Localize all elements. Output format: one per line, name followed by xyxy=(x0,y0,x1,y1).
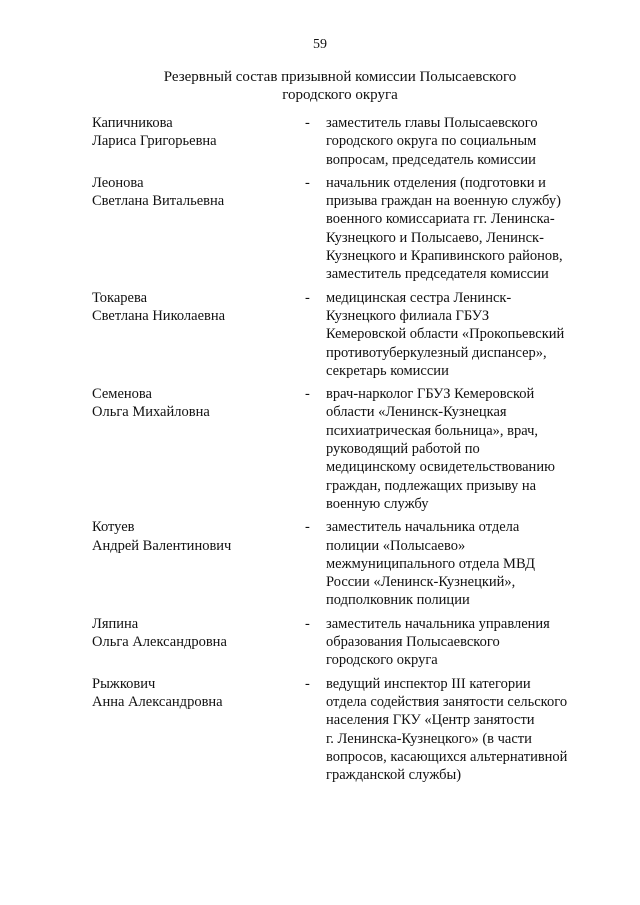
member-dash: - xyxy=(305,115,310,131)
description-line: образования Полысаевского xyxy=(326,634,500,651)
description-line: противотуберкулезный диспансер», xyxy=(326,344,547,361)
description-line: области «Ленинск-Кузнецкая xyxy=(326,404,507,421)
member-list xyxy=(0,114,640,789)
member-entry xyxy=(0,675,640,785)
description-line: секретарь комиссии xyxy=(326,362,449,379)
member-description xyxy=(326,289,616,380)
description-line: Кузнецкого филиала ГБУЗ xyxy=(326,307,490,324)
description-line: призыва граждан на военную службу) xyxy=(326,193,561,210)
description-line: ведущий инспектор III категории xyxy=(326,675,531,692)
document-title xyxy=(60,68,620,104)
member-surname: Ляпина xyxy=(92,615,139,632)
description-line: психиатрическая больница», врач, xyxy=(326,422,538,439)
description-line: России «Ленинск-Кузнецкий», xyxy=(326,574,516,591)
description-line: отдела содействия занятости сельского xyxy=(326,693,568,710)
description-line: военного комиссариата гг. Ленинска- xyxy=(326,211,555,228)
member-dash: - xyxy=(305,289,310,306)
member-dash: - xyxy=(305,386,310,403)
member-surname: Токарева xyxy=(92,289,148,306)
member-given-name: Лариса Григорьевна xyxy=(92,133,217,150)
member-name xyxy=(92,615,292,652)
member-description xyxy=(326,174,616,284)
member-surname: Котуев xyxy=(92,519,135,536)
description-line: городского округа по социальным xyxy=(326,133,537,150)
member-surname: Леонова xyxy=(92,174,144,191)
description-line: населения ГКУ «Центр занятости xyxy=(326,712,535,729)
member-entry xyxy=(0,385,640,513)
description-line: межмуниципального отдела МВД xyxy=(326,555,535,572)
member-entry xyxy=(0,518,640,609)
description-line: Кузнецкого и Полысаево, Ленинск- xyxy=(326,229,544,246)
member-name xyxy=(92,675,292,712)
member-given-name: Ольга Александровна xyxy=(92,634,227,651)
description-line: медицинская сестра Ленинск- xyxy=(326,289,512,306)
member-dash: - xyxy=(305,615,310,632)
member-description xyxy=(326,615,616,670)
member-surname: Капичникова xyxy=(92,115,173,131)
member-dash: - xyxy=(305,174,310,191)
member-description xyxy=(326,518,616,609)
description-line: подполковник полиции xyxy=(326,592,470,609)
member-dash: - xyxy=(305,519,310,536)
member-name xyxy=(92,385,292,422)
member-entry xyxy=(0,615,640,670)
member-name xyxy=(92,289,292,326)
description-line: граждан, подлежащих призыву на xyxy=(326,477,537,494)
description-line: Кузнецкого и Крапивинского районов, xyxy=(326,248,563,265)
description-line: военную службу xyxy=(326,495,429,512)
description-line: вопросам, председатель комиссии xyxy=(326,151,536,168)
description-line: руководящий работой по xyxy=(326,441,480,458)
description-line: заместитель председателя комиссии xyxy=(326,266,549,283)
description-line: Кемеровской области «Прокопьевский xyxy=(326,326,565,343)
description-line: г. Ленинска-Кузнецкого» (в части xyxy=(326,730,532,747)
description-line: заместитель начальника управления xyxy=(326,615,550,632)
description-line: гражданской службы) xyxy=(326,767,462,784)
description-line: полиции «Полысаево» xyxy=(326,537,466,554)
description-line: городского округа xyxy=(326,652,438,669)
description-line: вопросов, касающихся альтернативной xyxy=(326,748,568,765)
member-entry xyxy=(0,174,640,284)
page-number: 59 xyxy=(313,37,327,52)
description-line: заместитель начальника отдела xyxy=(326,519,520,536)
member-description xyxy=(326,114,616,169)
member-name xyxy=(92,174,292,211)
member-entry xyxy=(0,114,640,169)
member-surname: Семенова xyxy=(92,386,152,403)
member-entry xyxy=(0,289,640,380)
member-given-name: Светлана Витальевна xyxy=(92,193,225,210)
description-line: медицинскому освидетельствованию xyxy=(326,459,555,476)
title-line-2: городского округа xyxy=(282,87,398,103)
title-line-1: Резервный состав призывной комиссии Полысаевского xyxy=(163,69,517,85)
member-given-name: Ольга Михайловна xyxy=(92,404,210,421)
description-line: заместитель главы Полысаевского xyxy=(326,115,538,131)
member-description xyxy=(326,385,616,513)
member-name xyxy=(92,518,292,555)
member-description xyxy=(326,675,616,785)
member-dash: - xyxy=(305,675,310,692)
description-line: врач-нарколог ГБУЗ Кемеровской xyxy=(326,386,535,403)
member-name xyxy=(92,114,292,151)
member-surname: Рыжкович xyxy=(92,675,156,692)
member-given-name: Анна Александровна xyxy=(92,693,223,710)
member-given-name: Светлана Николаевна xyxy=(92,307,226,324)
member-given-name: Андрей Валентинович xyxy=(92,537,232,554)
description-line: начальник отделения (подготовки и xyxy=(326,174,546,191)
